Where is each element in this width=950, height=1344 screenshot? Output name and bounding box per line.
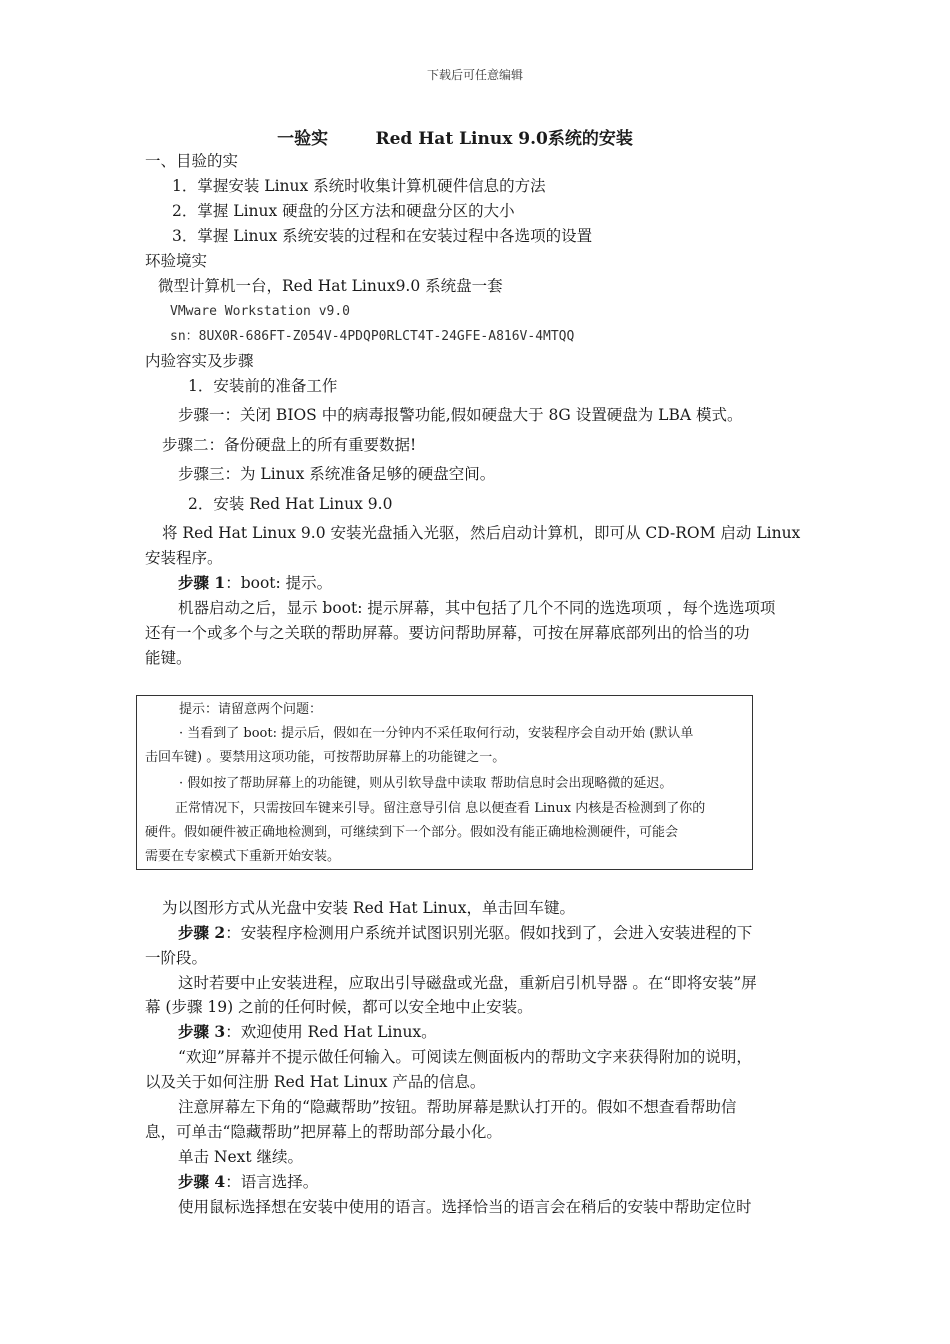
step-text: ：boot: 提示。 (225, 574, 333, 592)
environment-serial: sn：8UX0R-686FT-Z054V-4PDQP0RLCT4T-24GFE-A816V-4MTQQ (170, 329, 575, 344)
step-4-heading (178, 1172, 318, 1192)
step-label: 步骤 1 (178, 573, 226, 592)
paragraph-line: 这时若要中止安装进程，应取出引导磁盘或光盘，重新启引机导器 。在“即将安装”屏 (178, 974, 757, 992)
tip-line: 正常情况下，只需按回车键来引导。留注意导引信 息以便查看 Linux 内核是否检测到了你的 (175, 801, 706, 816)
paragraph-line: 一阶段。 (145, 949, 208, 967)
paragraph-line: 安装程序。 (145, 549, 223, 567)
document-title: 一验实 Red Hat Linux 9.0系统的安装 (277, 129, 633, 149)
purpose-item: 2．掌握 Linux 硬盘的分区方法和硬盘分区的大小 (172, 202, 515, 220)
paragraph-line: 机器启动之后，显示 boot: 提示屏幕，其中包括了几个不同的选选项项 ，每个选选项项 (178, 599, 776, 617)
paragraph-line: 以及关于如何注册 Red Hat Linux 产品的信息。 (145, 1073, 486, 1091)
paragraph-line: 使用鼠标选择想在安装中使用的语言。选择恰当的语言会在稍后的安装中帮助定位时 (178, 1198, 752, 1216)
tip-line: 需要在专家模式下重新开始安装。 (145, 849, 341, 864)
step-1-heading (178, 573, 332, 593)
step-text: ：语言选择。 (225, 1173, 319, 1191)
section-heading-purpose: 一、目验的实 (145, 152, 239, 170)
prep-step: 步骤二：备份硬盘上的所有重要数据! (162, 436, 417, 454)
tip-line: · 假如按了帮助屏幕上的功能键，则从引软导盘中读取 帮助信息时会出现略微的延迟。 (179, 776, 673, 791)
paragraph-line: 将 Red Hat Linux 9.0 安装光盘插入光驱，然后启动计算机，即可从 CD-ROM 启动 Linux (162, 524, 801, 542)
purpose-item: 3．掌握 Linux 系统安装的过程和在安装过程中各选项的设置 (172, 227, 593, 245)
paragraph-line: 息，可单击“隐藏帮助”把屏幕上的帮助部分最小化。 (145, 1123, 502, 1141)
prep-step: 步骤三：为 Linux 系统准备足够的硬盘空间。 (178, 465, 496, 483)
tip-line: · 当看到了 boot: 提示后，假如在一分钟内不采任取何行动，安装程序会自动开始 (默认单 (179, 726, 694, 741)
paragraph-line: “欢迎”屏幕并不提示做任何输入。可阅读左侧面板内的帮助文字来获得附加的说明， (178, 1048, 752, 1066)
step-3-heading (178, 1022, 437, 1042)
tip-heading: 提示：请留意两个问题： (179, 702, 323, 717)
step-label: 步骤 4 (178, 1172, 226, 1191)
page-header: 下载后可任意编辑 (426, 68, 523, 82)
step-text: ：安装程序检测用户系统并试图识别光驱。假如找到了，会进入安装进程的下 (225, 924, 753, 942)
subsection-title-prep: 1．安装前的准备工作 (188, 377, 338, 395)
paragraph-line: 幕 (步骤 19) 之前的任何时候，都可以安全地中止安装。 (145, 998, 533, 1016)
tip-box (136, 695, 753, 870)
tip-line: 击回车键) 。要禁用这项功能，可按帮助屏幕上的功能键之一。 (145, 750, 506, 765)
paragraph-line: 单击 Next 继续。 (178, 1148, 304, 1166)
environment-software: VMware Workstation v9.0 (170, 304, 351, 319)
section-heading-content: 内验容实及步骤 (145, 352, 254, 370)
paragraph-line: 注意屏幕左下角的“隐藏帮助”按钮。帮助屏幕是默认打开的。假如不想查看帮助信 (178, 1098, 737, 1116)
environment-item: 微型计算机一台，Red Hat Linux9.0 系统盘一套 (158, 277, 503, 295)
purpose-item: 1．掌握安装 Linux 系统时收集计算机硬件信息的方法 (172, 177, 546, 195)
step-label: 步骤 2 (178, 923, 226, 942)
paragraph-line: 还有一个或多个与之关联的帮助屏幕。要访问帮助屏幕，可按在屏幕底部列出的恰当的功 (145, 624, 750, 642)
step-text: ：欢迎使用 Red Hat Linux。 (225, 1023, 437, 1041)
tip-line: 硬件。假如硬件被正确地检测到，可继续到下一个部分。假如没有能正确地检测硬件，可能会 (145, 825, 679, 840)
section-heading-environment: 环验境实 (145, 252, 208, 270)
prep-step: 步骤一：关闭 BIOS 中的病毒报警功能,假如硬盘大于 8G 设置硬盘为 LBA 模式。 (178, 406, 743, 424)
subsection-title-install: 2．安装 Red Hat Linux 9.0 (188, 495, 393, 513)
step-label: 步骤 3 (178, 1022, 226, 1041)
paragraph-line: 能键。 (145, 649, 192, 667)
paragraph-line: 为以图形方式从光盘中安装 Red Hat Linux，单击回车键。 (162, 899, 575, 917)
step-2-heading (178, 923, 752, 943)
